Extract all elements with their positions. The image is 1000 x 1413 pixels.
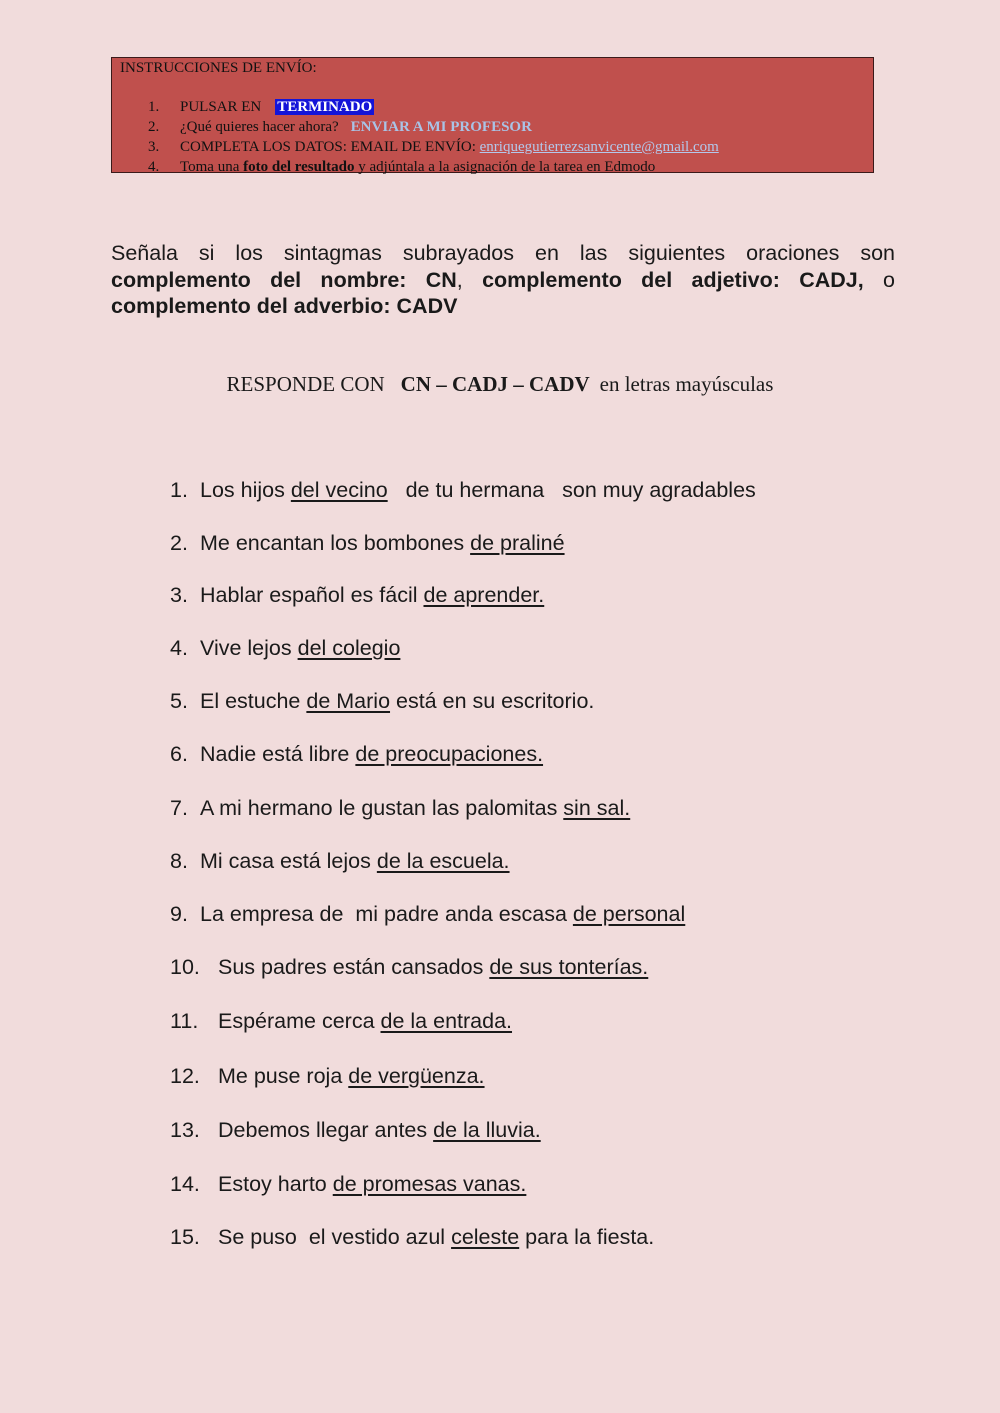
sentence-underlined: de la entrada.	[380, 1009, 513, 1033]
sentence-before: Espérame cerca	[218, 1009, 381, 1033]
sentence-item	[170, 528, 565, 558]
sentence-number: 2.	[170, 531, 188, 555]
sentence-before: Los hijos	[200, 478, 291, 502]
instruction-step	[148, 157, 719, 177]
sentence-number: 12.	[170, 1064, 200, 1088]
sentence-number: 8.	[170, 849, 188, 873]
sentence-number: 7.	[170, 796, 188, 820]
sentence-underlined: celeste	[451, 1225, 520, 1249]
respond-instruction	[0, 372, 1000, 397]
step-number: 3.	[148, 139, 160, 155]
intro-cadv: complemento del adverbio: CADV	[111, 294, 458, 318]
sentence-before: Vive lejos	[200, 636, 298, 660]
sentence-number: 5.	[170, 689, 188, 713]
intro-text: Señala si los sintagmas subrayados en las siguientes oraciones son	[111, 241, 895, 265]
sentence-number: 13.	[170, 1118, 200, 1142]
intro-cadj: complemento del adjetivo: CADJ,	[482, 267, 864, 292]
sentence-underlined: sin sal.	[563, 796, 631, 820]
respond-post: en letras mayúsculas	[599, 372, 774, 396]
sentence-item	[170, 899, 685, 929]
instruction-step	[148, 137, 719, 157]
sentence-number: 10.	[170, 955, 200, 979]
sentence-item	[170, 1061, 485, 1091]
sentence-item	[170, 739, 543, 769]
step-number: 2.	[148, 119, 160, 135]
sentence-before: Me puse roja	[218, 1064, 349, 1088]
sentence-after: para la fiesta.	[519, 1225, 655, 1249]
sentence-number: 14.	[170, 1172, 200, 1196]
sentence-before: Sus padres están cansados	[218, 955, 490, 979]
step-text: y adjúntala a la asignación de la tarea en Edmodo	[358, 159, 656, 175]
sentence-item	[170, 952, 648, 982]
sentence-underlined: de Mario	[306, 689, 391, 713]
intro-comma: ,	[456, 267, 463, 292]
sentence-before: Me encantan los bombones	[200, 531, 471, 555]
instructions-list	[148, 97, 719, 177]
sentence-before: Se puso el vestido azul	[218, 1225, 452, 1249]
step-text: Toma una	[180, 159, 240, 175]
instructions-box	[111, 57, 874, 173]
sentence-underlined: de preocupaciones.	[355, 742, 544, 766]
instruction-step	[148, 117, 719, 137]
sentence-before: Hablar español es fácil	[200, 583, 424, 607]
sentence-before: Estoy harto	[218, 1172, 333, 1196]
intro-or: o	[883, 267, 896, 292]
step-bold-text: foto del resultado	[243, 159, 355, 175]
sentence-item	[170, 686, 594, 716]
sentence-item	[170, 633, 400, 663]
sentence-before: Debemos llegar antes	[218, 1118, 434, 1142]
sentence-item	[170, 793, 630, 823]
sentence-after: está en su escritorio.	[390, 689, 595, 713]
step-number: 1.	[148, 99, 160, 115]
sentence-item	[170, 1169, 526, 1199]
sentence-underlined: del colegio	[297, 636, 401, 660]
sentence-item	[170, 580, 544, 610]
enviar-profesor-button[interactable]: ENVIAR A MI PROFESOR	[350, 119, 532, 135]
sentence-number: 11.	[170, 1009, 199, 1033]
sentence-underlined: de aprender.	[423, 583, 545, 607]
sentence-number: 6.	[170, 742, 188, 766]
sentence-number: 3.	[170, 583, 188, 607]
intro-cn: complemento del nombre: CN	[111, 267, 457, 292]
step-text: PULSAR EN	[180, 99, 262, 115]
exercise-intro	[111, 240, 895, 320]
sentence-after: de tu hermana son muy agradables	[387, 478, 756, 502]
step-text: COMPLETA LOS DATOS: EMAIL DE ENVÍO:	[180, 139, 476, 155]
sentence-item	[170, 1222, 654, 1252]
sentence-item	[170, 846, 510, 876]
sentence-underlined: del vecino	[290, 478, 388, 502]
sentence-underlined: de la lluvia.	[433, 1118, 541, 1142]
instructions-title: INSTRUCCIONES DE ENVÍO:	[120, 60, 317, 76]
step-number: 4.	[148, 159, 160, 175]
sentence-underlined: de promesas vanas.	[332, 1172, 527, 1196]
email-link[interactable]: enriquegutierrezsanvicente@gmail.com	[479, 139, 719, 155]
sentence-number: 9.	[170, 902, 188, 926]
sentence-before: El estuche	[200, 689, 307, 713]
sentence-underlined: de sus tonterías.	[489, 955, 649, 979]
instruction-step	[148, 97, 719, 117]
sentence-before: Mi casa está lejos	[200, 849, 377, 873]
sentence-before: La empresa de mi padre anda escasa	[200, 902, 573, 926]
terminado-button[interactable]: TERMINADO	[277, 99, 373, 115]
step-text: ¿Qué quieres hacer ahora?	[180, 119, 339, 135]
sentence-before: A mi hermano le gustan las palomitas	[200, 796, 564, 820]
sentence-number: 15.	[170, 1225, 200, 1249]
respond-pre: RESPONDE CON	[226, 372, 385, 396]
sentence-underlined: de personal	[572, 902, 686, 926]
sentence-item	[170, 475, 756, 505]
sentence-underlined: de la escuela.	[376, 849, 510, 873]
sentence-item	[170, 1006, 512, 1036]
sentence-number: 1.	[170, 478, 188, 502]
sentence-number: 4.	[170, 636, 188, 660]
sentence-underlined: de praliné	[470, 531, 565, 555]
sentence-item	[170, 1115, 541, 1145]
respond-codes: CN – CADJ – CADV	[400, 372, 590, 396]
sentence-underlined: de vergüenza.	[348, 1064, 485, 1088]
sentence-before: Nadie está libre	[200, 742, 356, 766]
